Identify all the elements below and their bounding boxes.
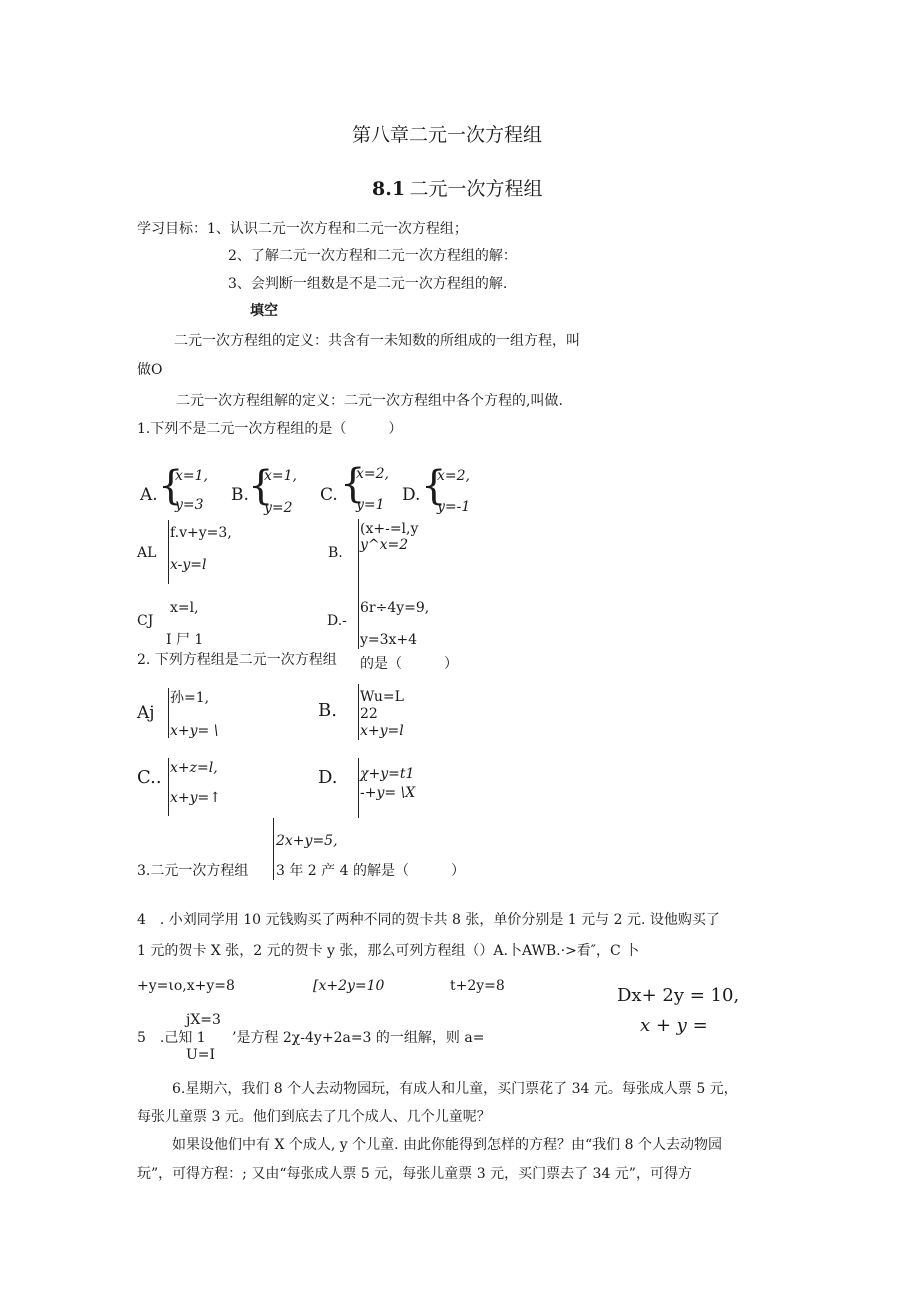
q2-option-a-label: Aj xyxy=(137,703,155,723)
goal-1: 学习目标：1、认识二元一次方程和二元一次方程组； xyxy=(137,221,468,237)
left-brace: { xyxy=(421,463,447,509)
equation-top: x=1, xyxy=(264,468,297,484)
q1-option-al-bottom: x-y=l xyxy=(170,557,207,573)
section-name: 二元一次方程组 xyxy=(409,178,543,200)
bracket-bar xyxy=(168,520,169,584)
q1-option-al-top: f.v+y=3, xyxy=(170,525,232,541)
bracket-bar xyxy=(273,818,274,880)
fill-blank-heading: 填空 xyxy=(250,303,278,319)
q1-option-cj-top: x=l, xyxy=(170,600,199,616)
question-5-lead: 5 .己知 1 xyxy=(137,1030,206,1046)
q2-option-a-bottom: x+y= \ xyxy=(170,723,219,739)
question-2-stem: 2. 下列方程组是二元一次方程组 xyxy=(137,652,337,668)
equation-top: x=2, xyxy=(437,468,470,484)
q4-option-d-bottom: x + y = xyxy=(640,1015,708,1036)
question-6-line-4: 玩”，可得方程：; 又由“每张成人票 5 元，每张儿童票 3 元，买门票去了 34 元”，可得方 xyxy=(137,1166,692,1182)
q4-option-d-top: Dx+ 2y = 10, xyxy=(617,985,740,1006)
q2-option-b-mid: 22 xyxy=(360,706,378,722)
question-3-tail: 3 年 2 产 4 的解是（ ） xyxy=(276,863,465,879)
q3-equation-top: 2x+y=5, xyxy=(276,833,338,849)
q4-option-1: +y=ιo,x+y=8 xyxy=(137,978,235,994)
q1-option-al-label: AL xyxy=(137,545,157,561)
left-brace: { xyxy=(340,461,366,507)
q2-option-b-top: Wu=L xyxy=(360,689,404,705)
q5-value-x: jX=3 xyxy=(186,1012,221,1028)
bracket-bar xyxy=(358,684,359,740)
question-4-line-2: 1 元的贺卡 X 张，2 元的贺卡 y 张，那么可列方程组（）A.卜AWB.·>看″，C 卜 xyxy=(137,943,640,959)
left-brace: { xyxy=(158,463,184,509)
section-number: 8.1 xyxy=(372,178,406,200)
option-label: D. xyxy=(402,485,421,505)
q2-option-c-bottom: x+y=↑ xyxy=(170,790,221,806)
q2-option-c-label: C.. xyxy=(137,767,162,788)
q4-option-3: t+2y=8 xyxy=(450,978,505,994)
equation-bottom: y=3 xyxy=(175,497,204,513)
chapter-title: 第八章二元一次方程组 xyxy=(352,124,543,146)
bracket-bar xyxy=(358,519,359,649)
q2-option-d-top: χ+y=t1 xyxy=(360,766,415,782)
question-2-stem-tail: 的是（ ） xyxy=(360,656,458,672)
q1-option-b2-bottom: y^x=2 xyxy=(360,537,409,553)
equation-top: x=2, xyxy=(356,466,389,482)
q1-option-d2-bottom: y=3x+4 xyxy=(360,632,418,648)
question-5-tail: ’是方程 2χ-4y+2a=3 的一组解，则 a= xyxy=(232,1030,485,1046)
question-6-line-2: 每张儿童票 3 元。他们到底去了几个成人、几个儿童呢？ xyxy=(137,1109,491,1125)
question-6-line-1: 6.星期六，我们 8 个人去动物园玩，有成人和儿童，买门票花了 34 元。每张成人票 5 元， xyxy=(172,1081,738,1097)
option-label: A. xyxy=(140,485,158,505)
q1-option-cj-bottom: I 尸 1 xyxy=(166,632,204,648)
q2-option-b-label: B. xyxy=(318,700,337,721)
equation-bottom: y=1 xyxy=(356,497,385,513)
q4-option-2: [x+2y=10 xyxy=(313,978,385,994)
section-title xyxy=(372,178,543,201)
option-label: B. xyxy=(231,485,249,505)
question-6-line-3: 如果设他们中有 X 个成人, y 个儿童. 由此你能得到怎样的方程？由“我们 8 个人去动物园 xyxy=(172,1137,722,1153)
q5-value-y: U=I xyxy=(186,1047,216,1063)
q2-option-d-bottom: -+y= \X xyxy=(360,785,416,801)
equation-bottom: y=-1 xyxy=(437,499,471,515)
left-brace: { xyxy=(248,463,274,509)
question-1-stem: 1.下列不是二元一次方程组的是（ ） xyxy=(137,421,403,437)
goal-3: 3、会判断一组数是不是二元一次方程组的解. xyxy=(228,276,508,292)
bracket-bar xyxy=(168,758,169,816)
question-3-stem: 3.二元一次方程组 xyxy=(137,863,249,879)
definition-system-cont: 做O xyxy=(137,362,163,378)
bracket-bar xyxy=(358,758,359,818)
q2-option-d-label: D. xyxy=(318,767,338,788)
equation-top: x=1, xyxy=(175,468,208,484)
goal-2: 2、了解二元一次方程和二元一次方程组的解： xyxy=(228,248,517,264)
bracket-bar xyxy=(168,688,169,738)
q2-option-b-bottom: x+y=l xyxy=(360,723,404,739)
question-4-line-1: 4 . 小刘同学用 10 元钱购买了两种不同的贺卡共 8 张，单价分别是 1 元与 2 元. 设他购买了 xyxy=(137,912,720,928)
q2-option-a-top: 孙=1, xyxy=(170,690,210,706)
q1-option-b2-top: (x+-=l,y xyxy=(360,521,419,537)
equation-bottom: y=2 xyxy=(264,500,293,516)
q1-option-d2-label: D.- xyxy=(327,613,347,629)
definition-solution: 二元一次方程组解的定义：二元一次方程组中各个方程的,叫做. xyxy=(176,393,563,409)
q1-option-b2-label: B. xyxy=(328,545,343,561)
definition-system: 二元一次方程组的定义：共含有一未知数的所组成的一组方程，叫 xyxy=(174,333,580,349)
option-label: C. xyxy=(320,485,338,505)
q1-option-d2-top: 6r÷4y=9, xyxy=(360,600,430,616)
q1-option-cj-label: CJ xyxy=(137,613,154,629)
q2-option-c-top: x+z=l, xyxy=(170,760,218,776)
